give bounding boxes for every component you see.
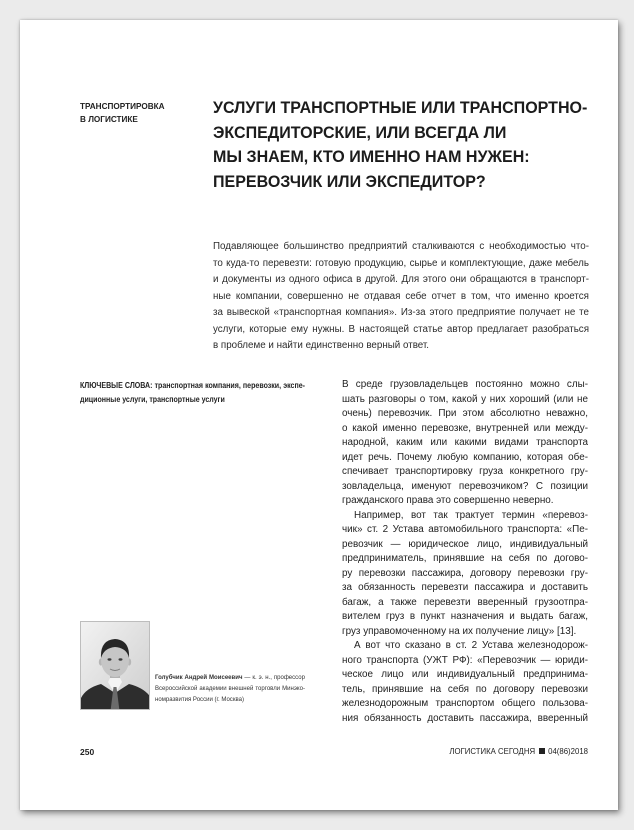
section-label bbox=[80, 100, 190, 126]
keywords-block bbox=[80, 378, 305, 406]
paragraph bbox=[342, 639, 588, 726]
article-title bbox=[213, 96, 589, 194]
body-line: предприниматель, принявшие на себя по догово- bbox=[342, 553, 588, 564]
body-line: зовладельца, именуют перевозчиком? С позиции bbox=[342, 480, 588, 492]
title-line: ПЕРЕВОЗЧИК ИЛИ ЭКСПЕДИТОР? bbox=[213, 171, 486, 191]
body-line: багаж, а также перевезти вверенный грузоотпра- bbox=[342, 596, 588, 608]
body-line: груз управомоченному на их получение лицу» [13]. bbox=[342, 625, 577, 637]
body-line: ру перевозки пассажира, договору перевозки гру- bbox=[342, 567, 588, 579]
issue-number: 04(86)2018 bbox=[548, 747, 588, 756]
body-line: очень) перевозчик. При этом абсолютно неважно, bbox=[342, 408, 588, 419]
body-line: идет речь. Почему любую компанию, которая обе- bbox=[342, 451, 588, 463]
lead-line: и документы из одного офиса в другой. Для этого они обращаются в транспорт- bbox=[213, 274, 589, 285]
title-line: УСЛУГИ ТРАНСПОРТНЫЕ ИЛИ ТРАНСПОРТНО- bbox=[213, 98, 588, 117]
body-line: Например, вот так трактует термин «перевоз- bbox=[354, 509, 588, 521]
body-line: чик» ст. 2 Устава автомобильного транспорта: «Пе- bbox=[342, 524, 588, 535]
body-line: ревозчик — юридическое лицо, индивидуальный bbox=[342, 538, 588, 550]
body-line: гражданского права это совершенно неверно. bbox=[342, 495, 554, 506]
body-line: А вот что сказано в ст. 2 Устава железнодорож- bbox=[354, 640, 588, 651]
portrait-eye bbox=[119, 658, 123, 660]
keywords-line: диционные услуги, транспортные услуги bbox=[80, 394, 225, 404]
caption-line: номразвития России (г. Москва) bbox=[155, 696, 244, 703]
title-line: МЫ ЗНАЕМ, КТО ИМЕННО НАМ НУЖЕН: bbox=[213, 147, 530, 166]
lead-line: в проблеме и найти единственно верный ответ. bbox=[213, 340, 430, 351]
black-square-icon bbox=[539, 748, 545, 754]
author-name: Голубчик Андрей Моисеевич bbox=[155, 674, 243, 681]
lead-line: услуги, которые ему нужны. В настоящей статье автор предлагает разобраться bbox=[213, 323, 589, 335]
keywords-label: КЛЮЧЕВЫЕ СЛОВА: bbox=[80, 380, 153, 390]
keywords-text: транспортная компания, перевозки, экспе- bbox=[154, 380, 306, 390]
body-line: железнодорожным транспортом общего пользова- bbox=[342, 698, 588, 709]
body-line: ния обязанность доставить пассажира, вверенный bbox=[342, 712, 588, 724]
body-line: вителем груз в пункт назначения и выдать багаж, bbox=[342, 611, 588, 622]
section-label-line: В ЛОГИСТИКЕ bbox=[80, 115, 138, 124]
caption-line: Всероссийской академии внешней торговли Минэко- bbox=[155, 685, 305, 692]
body-line: за обязанность перевезти пассажира и доставить bbox=[342, 582, 588, 593]
page-number: 250 bbox=[80, 747, 95, 757]
keywords-line bbox=[80, 378, 305, 392]
paragraph bbox=[342, 378, 588, 509]
portrait-eye bbox=[108, 658, 112, 660]
lead-line: Подавляющее большинство предприятий сталкиваются с необходимостью что- bbox=[213, 241, 589, 252]
author-credentials: — к. э. н., профессор bbox=[244, 674, 305, 681]
body-column bbox=[342, 378, 588, 726]
section-label-line: ТРАНСПОРТИРОВКА bbox=[80, 102, 165, 111]
author-photo bbox=[80, 621, 150, 710]
body-line: В среде грузовладельцев постоянно можно слы- bbox=[342, 379, 588, 390]
journal-name: ЛОГИСТИКА СЕГОДНЯ bbox=[449, 747, 536, 756]
lead-line: за вывеской «транспортная компания». Из-за этого предприятие получает не те bbox=[213, 307, 589, 318]
paragraph bbox=[342, 509, 588, 640]
caption-line bbox=[155, 672, 305, 683]
lead-paragraph bbox=[213, 239, 589, 355]
body-line: ного транспорта (УЖТ РФ): «Перевозчик — юриди- bbox=[342, 654, 588, 666]
author-portrait-photo bbox=[81, 622, 150, 710]
body-line: спечивает транспортировку груза конкретного гру- bbox=[342, 466, 588, 477]
lead-line: ные компании, совершенно не отдавая себе отчет в том, что именно кроется bbox=[213, 290, 589, 302]
body-line: о какой именно перевозке, внутренней или между- bbox=[342, 422, 588, 434]
body-line: ческое лицо или индивидуальный предпринима- bbox=[342, 669, 588, 680]
lead-line: то куда-то перевезти: готовую продукцию, сырье и комплектующие, даже мебель bbox=[213, 257, 589, 269]
page-sheet bbox=[20, 20, 618, 810]
body-line: тель, принявшие на себя по договору перевозки bbox=[342, 683, 588, 695]
journal-footer bbox=[449, 746, 588, 758]
author-caption bbox=[155, 672, 305, 705]
body-line: народной, каким или какими видами транспорта bbox=[342, 437, 588, 448]
title-line: ЭКСПЕДИТОРСКИЕ, ИЛИ ВСЕГДА ЛИ bbox=[213, 122, 507, 142]
body-line: шать разговоры о том, какой у них хороший (или не bbox=[342, 393, 588, 405]
